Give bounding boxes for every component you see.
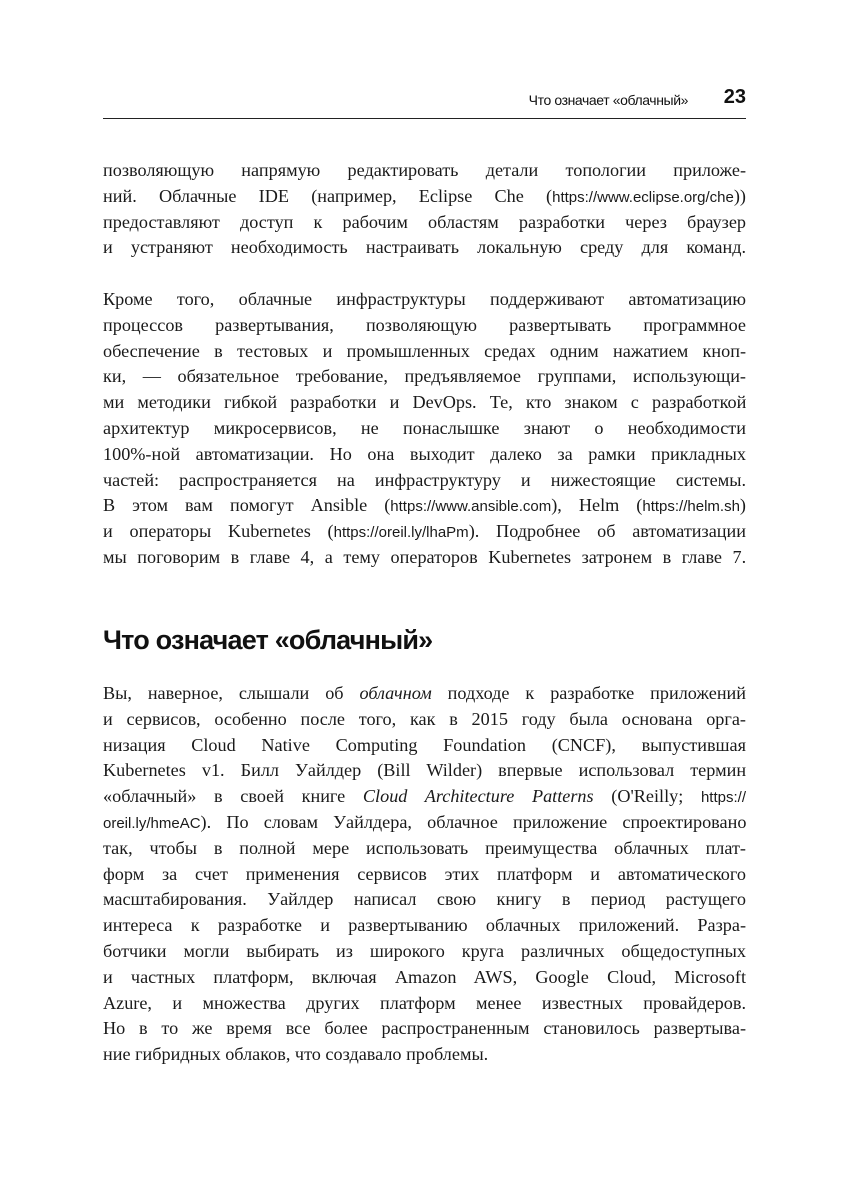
link-eclipse-che[interactable]: https://www.eclipse.org/che [552, 188, 734, 206]
text-line: архитектур микросервисов, не понаслышке знают о необходимости [103, 417, 746, 438]
text-line: Вы, наверное, слышали об облачном подходе к разработке приложений [103, 683, 747, 703]
book-title: Cloud Architecture Patterns [362, 786, 594, 807]
text-line: Но в то же время все более распространенным становилось развертыва- [103, 1018, 746, 1039]
text-line: ми методики гибкой разработки и DevOps. Те, кто знаком с разработкой [103, 392, 747, 413]
paragraph-1 [103, 158, 746, 261]
text-line: В этом вам помогут Ansible (https://www.ansible.com), Helm (https://helm.sh) [103, 495, 746, 516]
link-oreilly-part1[interactable]: https:// [700, 789, 746, 807]
text-line: Кроме того, облачные инфраструктуры поддерживают автоматизацию [103, 289, 746, 309]
text-line: частей: распространяется на инфраструктуру и нижестоящие системы. [103, 469, 746, 490]
running-header [103, 84, 746, 119]
text-line: и операторы Kubernetes (https://oreil.ly/lhaPm). Подробнее об автоматизации [103, 521, 746, 542]
text-line: и сервисов, особенно после того, как в 2015 году была основана орга- [103, 708, 746, 729]
link-oreilly-part2[interactable]: oreil.ly/hmeAC [103, 814, 201, 832]
text-line: позволяющую напрямую редактировать детали топологии приложе- [103, 160, 746, 180]
text-line: oreil.ly/hmeAC). По словам Уайлдера, облачное приложение спроектировано [103, 811, 747, 832]
link-ansible[interactable]: https://www.ansible.com [390, 498, 552, 516]
link-helm[interactable]: https://helm.sh [642, 498, 740, 516]
text-line: ний. Облачные IDE (например, Eclipse Che (https://www.eclipse.org/che)) [103, 185, 746, 206]
page-number: 23 [723, 86, 746, 108]
text-line: предоставляют доступ к рабочим областям разработки через браузер [103, 211, 746, 232]
text-line: и устраняют необходимость настраивать локальную среду для команд. [103, 237, 746, 258]
emphasis: облачном [359, 683, 432, 703]
text-line: и частных платформ, включая Amazon AWS, Google Cloud, Microsoft [103, 966, 746, 987]
section-heading: Что означает «облачный» [103, 625, 433, 655]
text-line: процессов развертывания, позволяющую развертывать программное [103, 314, 746, 335]
text-line: Azure, и множества других платформ менее известных провайдеров. [103, 992, 746, 1013]
text-line: ботчики могли выбирать из широкого круга различных общедоступных [103, 940, 746, 961]
running-title: Что означает «облачный» [528, 92, 688, 108]
text-line: так, чтобы в полной мере использовать преимущества облачных плат- [103, 837, 746, 858]
link-kubernetes-operators[interactable]: https://oreil.ly/lhaPm [333, 524, 469, 542]
text-line: низация Cloud Native Computing Foundation (CNCF), выпустившая [103, 734, 746, 755]
text-line: интереса к разработке и развертыванию облачных приложений. Разра- [103, 915, 746, 936]
text-line: мы поговорим в главе 4, а тему операторов Kubernetes затронем в главе 7. [103, 546, 747, 567]
paragraph-2 [103, 287, 746, 571]
text-line: масштабирования. Уайлдер написал свою книгу в период растущего [103, 889, 746, 910]
text-line: «облачный» в своей книге Cloud Architecture Patterns (O'Reilly; https:// [103, 786, 746, 807]
paragraph-3 [103, 681, 746, 1068]
text-line: обеспечение в тестовых и промышленных средах одним нажатием кноп- [103, 340, 746, 361]
text-line: Kubernetes v1. Билл Уайлдер (Bill Wilder) впервые использовал термин [103, 760, 747, 781]
text-line: форм за счет применения сервисов этих платформ и автоматического [103, 863, 746, 884]
text-line: ние гибридных облаков, что создавало проблемы. [103, 1044, 489, 1065]
text-line: ки, — обязательное требование, предъявляемое группами, использующи- [103, 366, 746, 387]
text-line: 100%-ной автоматизации. Но она выходит далеко за рамки прикладных [103, 443, 746, 464]
